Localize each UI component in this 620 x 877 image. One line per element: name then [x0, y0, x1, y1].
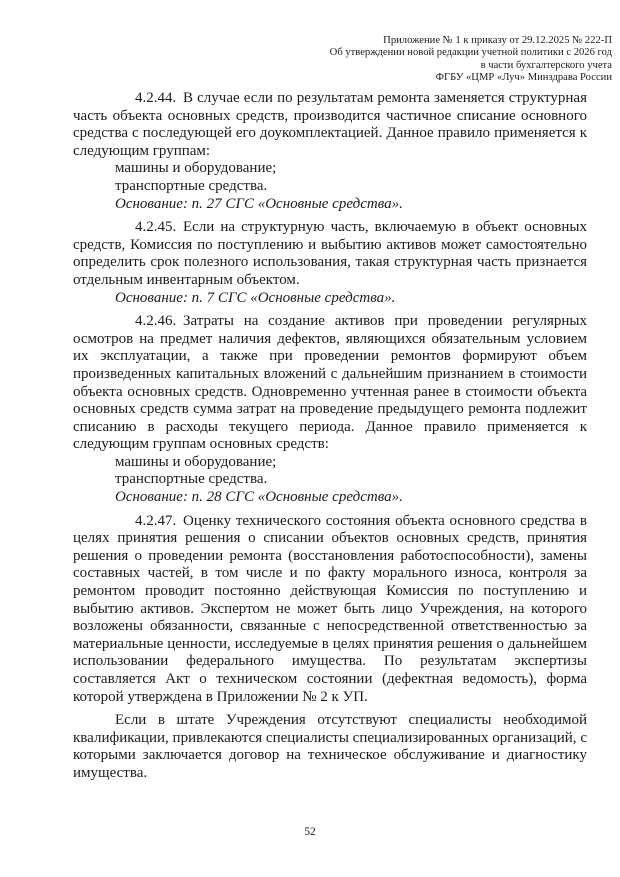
- clause-group-4-2-46: [73, 313, 587, 507]
- header-line-appendix: Приложение № 1 к приказу от 29.12.2025 № 222-П: [383, 35, 612, 46]
- clause-paragraph: [73, 313, 587, 454]
- clause-number: 4.2.47.: [135, 512, 177, 529]
- clause-number: 4.2.45.: [135, 219, 177, 236]
- closing-paragraph: Если в штате Учреждения отсутствуют специалисты необходимой квалификации, привлекаются специалисты специализированных организаций, с которыми заключается договор на техническое обслуживание и диагностику имущества.: [73, 712, 587, 781]
- clause-text: В случае если по результатам ремонта заменяется структурная часть объекта основных средств, производится частичное списание основного средства с последующей его доукомплектацией. Данное правило применяется к следующим группам:: [73, 90, 587, 159]
- list-item: машины и оборудование;: [115, 453, 277, 470]
- clause-group-4-2-44: [73, 90, 587, 213]
- page-number: 52: [304, 826, 316, 838]
- header-line-accounting: в части бухгалтерского учета: [480, 59, 612, 71]
- clause-number: 4.2.44.: [135, 90, 177, 106]
- clause-text: Оценку технического состояния объекта основного средства в целях принятия решения о списании объектов основных средств, принятия решения о проведении ремонта (восстановления работоспособности), замены составных частей, в том числе и по факту морального износа, контроля за ремонтом проводит постоянно действующая Комиссия по поступлению и выбытию активов. Экспертом не может быть лицо Учреждения, на которого возложены обязанности, связанные с непосредственной ответственностью за материальные ценности, исследуемые в целях принятия решения о дальнейшем использовании федерального имущества. По результатам экспертизы составляется Акт о техническом состоянии (дефектная ведомость), форма которой утверждена в Приложении № 2 к УП.: [73, 512, 587, 705]
- header-line-organization: ФГБУ «ЦМР «Луч» Минздрава России: [435, 72, 612, 84]
- clause-text: Если на структурную часть, включаемую в объект основных средств, Комиссия по поступлению и выбытию активов может самостоятельно определить срок полезного использования, такая структурная часть признается отдельным инвентарным объектом.: [73, 219, 587, 288]
- header-block: [152, 35, 612, 85]
- closing-paragraph-group: [73, 712, 587, 782]
- basis-line: Основание: п. 7 СГС «Основные средства».: [115, 289, 396, 306]
- clause-paragraph: [73, 513, 587, 707]
- basis-line: Основание: п. 27 СГС «Основные средства».: [115, 195, 403, 212]
- document-body: [73, 90, 587, 789]
- list-item: машины и оборудование;: [115, 160, 277, 177]
- header-line-approval: Об утверждении новой редакции учетной политики с 2026 год: [329, 47, 612, 59]
- clause-paragraph: [73, 219, 587, 289]
- clause-text: Затраты на создание активов при проведении регулярных осмотров на предмет наличия дефектов, являющихся обязательным условием их эксплуатации, а также при проведении ремонтов формируют объем произведенных капитальных вложений с дальнейшим признанием в стоимости объекта основных средств. Одновременно учтенная ранее в стоимости объекта основных средств сумма затрат на проведение предыдущего ремонта подлежит списанию в расходы текущего периода. Данное правило применяется к следующим группам основных средств:: [73, 313, 587, 453]
- clause-group-4-2-47: [73, 513, 587, 707]
- clause-group-4-2-45: [73, 219, 587, 307]
- basis-line: Основание: п. 28 СГС «Основные средства».: [115, 489, 403, 506]
- list-item: транспортные средства.: [115, 177, 268, 194]
- list-item: транспортные средства.: [115, 471, 268, 488]
- clause-paragraph: [73, 90, 587, 160]
- clause-number: 4.2.46.: [135, 313, 177, 330]
